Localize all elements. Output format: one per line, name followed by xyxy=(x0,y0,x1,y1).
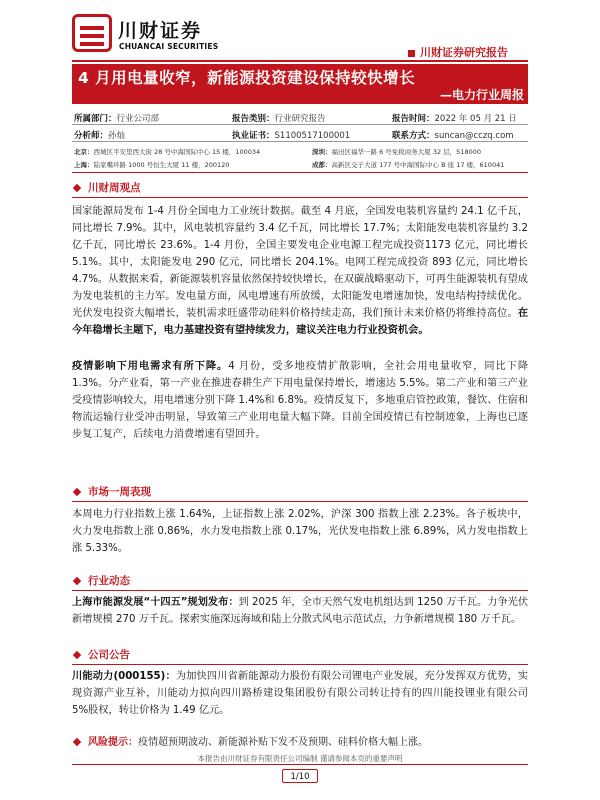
info-divider-3 xyxy=(72,172,528,173)
section-company: 公司公告 xyxy=(74,647,130,662)
section-divider xyxy=(72,590,528,591)
logo-icon xyxy=(72,14,112,52)
section-divider xyxy=(72,501,528,502)
logo-text-en: CHUANCAI SECURITIES xyxy=(119,42,219,51)
section-market: 市场一周表现 xyxy=(74,484,151,499)
diamond-icon xyxy=(73,577,81,585)
section-industry: 行业动态 xyxy=(74,573,130,588)
diamond-icon xyxy=(73,488,81,496)
info-type: 报告类别：行业研究报告 xyxy=(232,114,326,124)
paragraph-2: 疫情影响下用电需求有所下降。4 月份，受多地疫情扩散影响，全社会用电量收窄，同比下降 1.3%。分产业看，第一产业在推进春耕生产下用电量保持增长，增速达 5.5%。第二产业和第三产业受疫情影响较大，用电增速分别下降 1.4%和 6.8%。疫情反复下，多地重启管控政策，餐饮、住宿和物流运输行业受冲击明显，导致第三产业用电量大幅下降。目前全国疫情已有控制迹象，上海也已逐步复工复产，后续电力消费增速有望回升。 xyxy=(72,361,529,440)
paragraph-1: 国家能源局发布 1-4 月份全国电力工业统计数据。截至 4 月底，全国发电装机容量约 24.1 亿千瓦，同比增长 7.9%。其中，风电装机容量约 3.4 亿千瓦，同比增长 17.7%；太阳能发电装机容量约 3.2 亿千瓦，同比增长 23.6%。1-4 月份，全国主要发电企业电源工程完成投资1173 亿元，同比增长 5.1%。其中，太阳能发电 290 亿元，同比增长 204.1%。电网工程完成投资 893 亿元，同比增长 4.7%。从数据来看，新能源装机容量依然保持较快增长，在双碳战略驱动下，可再生能源装机有望成为发电装机的主力军。发电量方面，风电增速有所放缓，太阳能发电增速加快，发电结构持续优化。光伏发电投资大幅增长，装机需求旺盛带动硅料价格持续走高，我们预计未来价格仍将维持高位。在今年稳增长主题下，电力基建投资有望持续发力，建议关注电力行业投资机会。 xyxy=(72,206,528,336)
info-divider-1 xyxy=(72,124,528,125)
info-cert: 执业证书：S1100517100001 xyxy=(232,131,351,141)
diamond-icon xyxy=(73,738,81,746)
diamond-icon xyxy=(73,184,81,192)
footer-divider xyxy=(72,764,528,765)
info-analyst: 分析师：孙灿 xyxy=(74,131,126,141)
header-divider xyxy=(72,60,528,62)
footer-note: 本报告由川财证券有限责任公司编制 谨请参阅本页的重要声明 xyxy=(197,754,403,763)
risk-note: 风险提示：疫情超预期波动、新能源补贴下发不及预期、硅料价格大幅上涨。 xyxy=(72,736,528,750)
logo-text-cn: 川财证券 xyxy=(118,20,203,42)
page-title: 4 月用电量收窄，新能源投资建设保持较快增长 xyxy=(78,69,416,87)
square-icon xyxy=(408,50,415,57)
section-divider xyxy=(72,197,528,198)
info-contact: 联系方式：suncan@cczq.com xyxy=(392,131,514,141)
address-chengdu: 成都：高新区交子大道 177 号中海国际中心 B 座 17 楼，610041 xyxy=(312,161,505,169)
paragraph-5: 川能动力(000155)：为加快四川省新能源动力股份有限公司锂电产业发展，充分发挥双方优势，实现资源产业互补，川能动力拟向四川路桥建设集团股份有限公司转让持有的四川能投锂业有限公司 5%股权，转让价格为 1.49 亿元。 xyxy=(72,671,529,716)
address-shanghai: 上海：陆家嘴环路 1000 号恒生大厦 11 楼，200120 xyxy=(74,161,230,169)
page-number: 1/10 xyxy=(282,769,318,783)
info-dept: 所属部门：行业公司部 xyxy=(74,114,160,124)
info-date: 报告时间：2022 年 05 月 21 日 xyxy=(392,114,517,124)
section-weekly-view: 川财周观点 xyxy=(74,180,141,195)
paragraph-3: 本周电力行业指数上涨 1.64%，上证指数上涨 2.02%，沪深 300 指数上涨 2.23%。各子板块中，火力发电指数上涨 0.86%，水力发电指数上涨 0.17%，光伏发电指数上涨 6.89%，风力发电指数上涨 5.33%。 xyxy=(72,509,528,554)
address-shenzhen: 深圳：福田区福华一路 6 号免税商务大厦 32 层，518000 xyxy=(312,148,481,156)
section-divider xyxy=(72,664,528,665)
info-divider-2 xyxy=(72,141,528,142)
address-beijing: 北京：西城区平安里西大街 28 号中海国际中心 15 楼，100034 xyxy=(74,148,261,156)
page-subtitle: —电力行业周报 xyxy=(439,88,524,102)
diamond-icon xyxy=(73,651,81,659)
paragraph-4: 上海市能源发展“十四五”规划发布：到 2025 年，全市天然气发电机组达到 1250 万千瓦。力争光伏新增规模 270 万千瓦。探索实施深远海域和陆上分散式风电示范试点，力争新增规模 180 万千瓦。 xyxy=(72,597,529,625)
report-tag: 川财证券研究报告 xyxy=(408,44,508,60)
